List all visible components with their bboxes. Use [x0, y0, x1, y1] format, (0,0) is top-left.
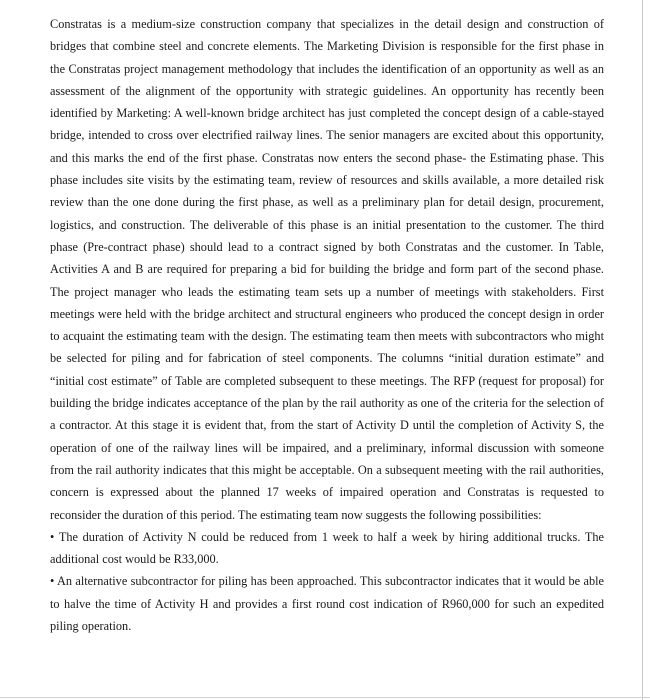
page-edge-right: [642, 0, 643, 700]
bullet-item-trucks: [50, 526, 604, 571]
document-body: [50, 13, 604, 637]
bullet-marker: •: [50, 574, 55, 589]
bullet-text: An alternative subcontractor for piling has been approached. This subcontractor indicates that it would be able to halve the time of Activity H and provides a first round cost indication of R960,000 for such an expedited piling operation.: [50, 574, 604, 634]
bullet-item-piling: [50, 570, 604, 637]
main-paragraph: Constratas is a medium-size construction company that specializes in the detail design and construction of bridges that combine steel and concrete elements. The Marketing Division is responsible for the first phase in the Constratas project management methodology that includes the identification of an opportunity as well as an assessment of the alignment of the opportunity with strategic guidelines. An opportunity has recently been identified by Marketing: A well-known bridge architect has just completed the concept design of a cable-stayed bridge, intended to cross over electrified railway lines. The senior managers are excited about this opportunity, and this marks the end of the first phase. Constratas now enters the second phase- the Estimating phase. This phase includes site visits by the estimating team, review of resources and skills available, a more detailed risk review than the one done during the first phase, as well as a preliminary plan for detail design, procurement, logistics, and construction. The deliverable of this phase is an initial presentation to the customer. The third phase (Pre-contract phase) should lead to a contract signed by both Constratas and the customer. In Table, Activities A and B are required for preparing a bid for building the bridge and form part of the second phase. The project manager who leads the estimating team sets up a number of meetings with stakeholders. First meetings were held with the bridge architect and structural engineers who produced the concept design in order to acquaint the estimating team with the design. The estimating team then meets with subcontractors who might be selected for piling and for fabrication of steel components. The columns “initial duration estimate” and “initial cost estimate” of Table are completed subsequent to these meetings. The RFP (request for proposal) for building the bridge indicates acceptance of the plan by the rail authority as one of the criteria for the selection of a contractor. At this stage it is evident that, from the start of Activity D until the completion of Activity S, the operation of one of the railway lines will be impaired, and a preliminary, informal discussion with someone from the rail authority indicates that this might be acceptable. On a subsequent meeting with the rail authorities, concern is expressed about the planned 17 weeks of impaired operation and Constratas is requested to reconsider the duration of this period. The estimating team now suggests the following possibilities:: [50, 17, 604, 522]
bullet-text: The duration of Activity N could be reduced from 1 week to half a week by hiring additional trucks. The additional cost would be R33,000.: [50, 529, 604, 567]
bullet-marker: •: [50, 529, 55, 544]
page-edge-bottom: [0, 697, 650, 698]
